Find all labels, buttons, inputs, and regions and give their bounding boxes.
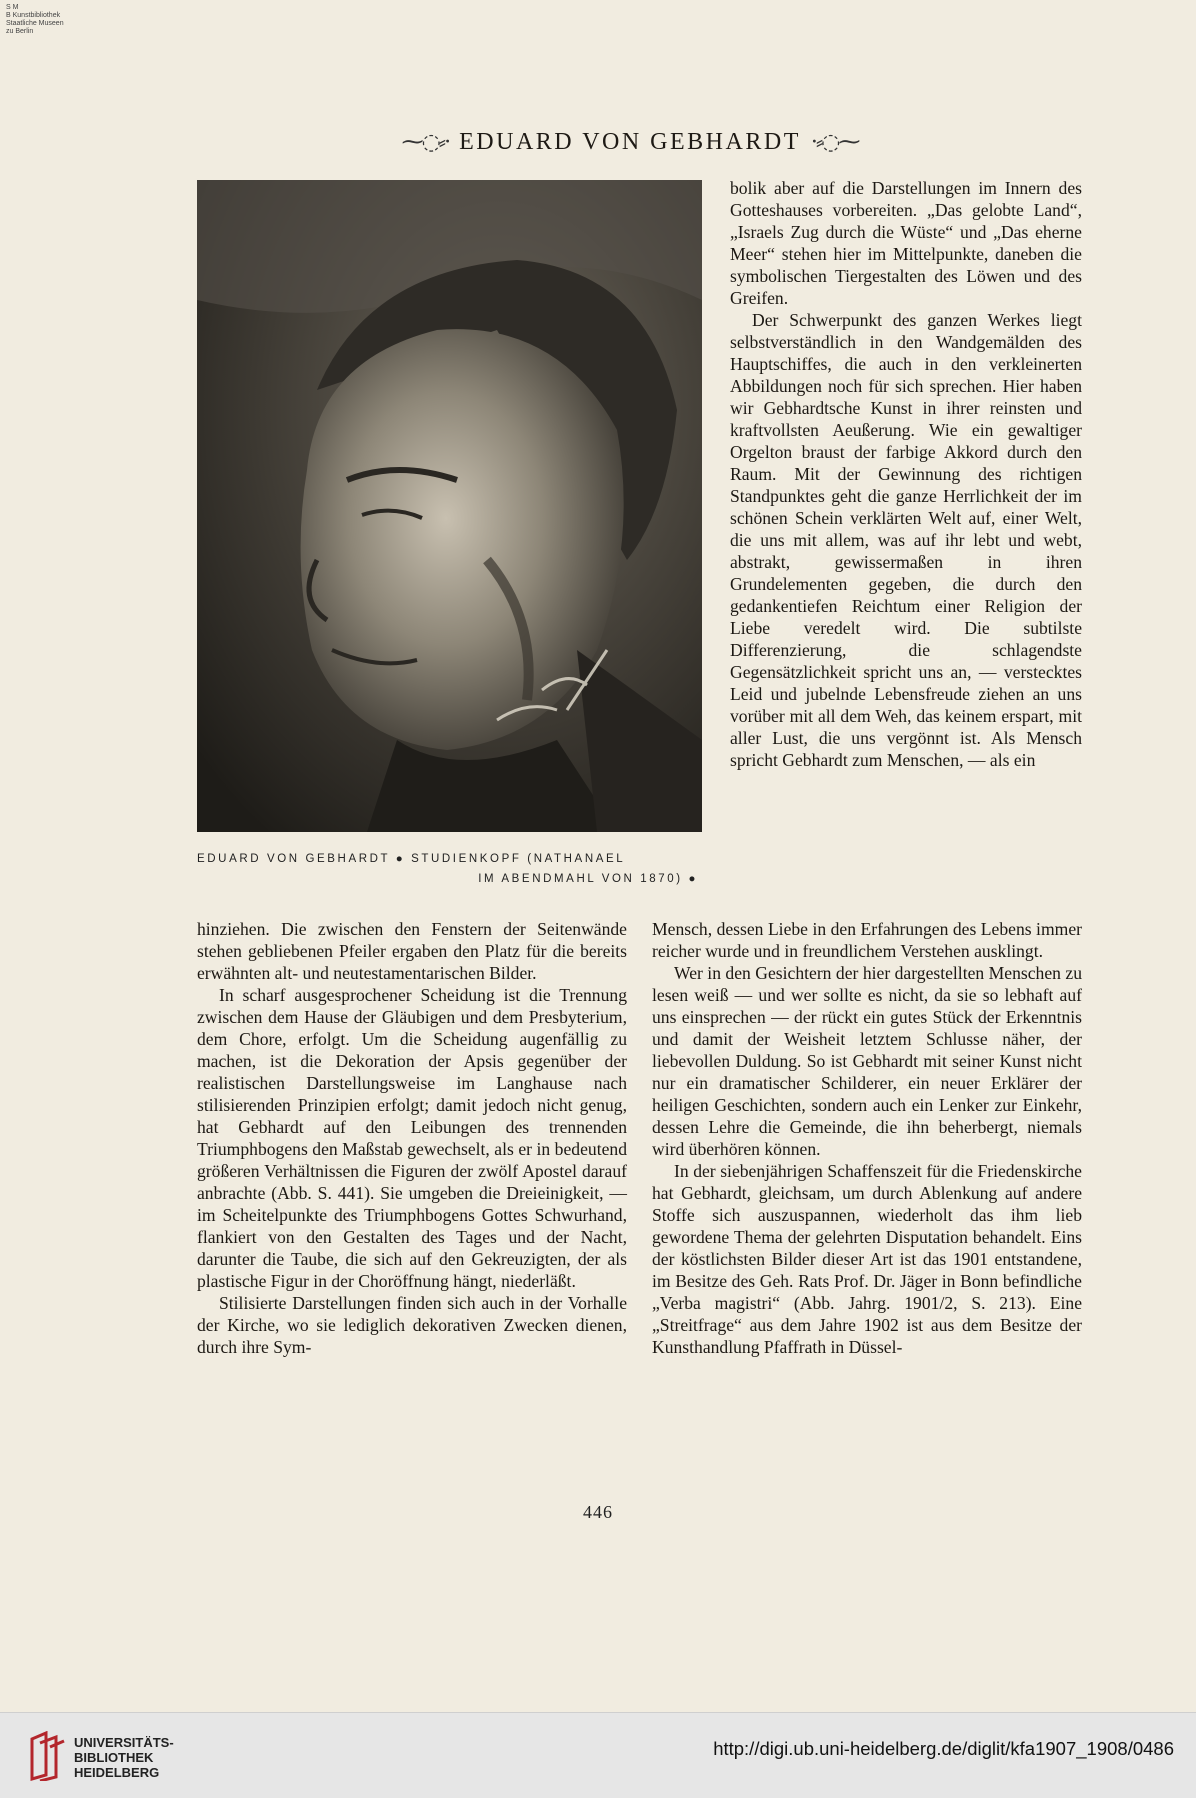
library-name-line: BIBLIOTHEK	[74, 1750, 154, 1765]
library-name[interactable]	[74, 1735, 174, 1780]
portrait-illustration	[197, 180, 702, 832]
stamp-line: S M	[6, 4, 19, 11]
paragraph: bolik aber auf die Darstellungen im Innern des Gotteshauses vorbereiten. „Das gelobte Land“, „Israels Zug durch die Wüste“ und „Das eherne Meer“ stehen hier im Mittelpunkte, daneben die symbolischen Tiergestalten des Löwen und des Greifen.	[730, 178, 1082, 308]
text-column-right-bottom	[652, 918, 1082, 1358]
paragraph: In der siebenjährigen Schaffenszeit für die Friedenskirche hat Gebhardt, gleichsam, um durch Ablenkung auf andere Stoffe sich auszuspannen, wiederholt das ihm lieb gewordene Thema der gelehrten Disputation behandelt. Eins der köstlichsten Bilder dieser Art ist das 1901 entstandene, im Besitze des Geh. Rats Prof. Dr. Jäger in Bonn befindliche „Verba magistri“ (Abb. Jahrg. 1901/2, S. 213). Eine „Streitfrage“ aus dem Jahre 1902 ist aus dem Besitze der Kunsthandlung Pfaffrath in Düssel-	[652, 1161, 1082, 1357]
text-column-right-top	[730, 177, 1082, 771]
paragraph: hinziehen. Die zwischen den Fenstern der Seitenwände stehen gebliebenen Pfeiler ergaben den Platz für die bereits erwähnten alt- und neutestamentarischen Bilder.	[197, 919, 627, 983]
paragraph: Stilisierte Darstellungen finden sich auch in der Vorhalle der Kirche, wo sie lediglich dekorativen Zwecken dienen, durch ihre Sym-	[197, 1293, 627, 1357]
library-logo-icon[interactable]	[26, 1731, 66, 1781]
page-number: 446	[583, 1502, 613, 1522]
viewer-footer	[0, 1712, 1196, 1798]
stamp-line: Staatliche Museen	[6, 20, 64, 27]
header-ornament-left: ⁓◌⸗·	[401, 130, 450, 155]
library-name-line: HEIDELBERG	[74, 1765, 160, 1780]
portrait-painting	[197, 180, 702, 832]
permalink-url[interactable]: http://digi.ub.uni-heidelberg.de/diglit/kfa1907_1908/0486	[713, 1738, 1174, 1759]
caption-line-1: EDUARD VON GEBHARDT ● STUDIENKOPF (NATHANAEL	[197, 853, 626, 865]
library-stamp	[6, 4, 86, 36]
caption-line-2: IM ABENDMAHL VON 1870) ●	[478, 873, 698, 885]
paragraph: Der Schwerpunkt des ganzen Werkes liegt selbstverständlich in den Wandgemälden des Hauptschiffes, die auch in den verkleinerten Abbildungen noch für sich sprechen. Hier haben wir Gebhardtsche Kunst in ihrer reinsten und kraftvollsten Aeußerung. Wie ein gewaltiger Orgelton braust der farbige Akkord durch den Raum. Mit der Gewinnung des richtigen Standpunktes geht die ganze Herrlichkeit der im schönen Schein verklärten Welt auf, einer Welt, die uns mit allem, was auf ihr lebt und webt, abstrakt, gewissermaßen in ihren Grundelementen gegeben, die durch den gedankentiefen Reichtum einer Religion der Liebe veredelt wird. Die subtilste Differenzierung, die schlagendste Gegensätzlichkeit spricht uns an, — verstecktes Leid und jubelnde Lebensfreude ziehen an uns vorüber mit all dem Weh, das keinem erspart, mit aller Lust, die uns vergönnt ist. Als Mensch spricht Gebhardt zum Menschen, — als ein	[730, 310, 1082, 770]
text-column-left	[197, 918, 627, 1358]
paragraph: In scharf ausgesprochener Scheidung ist die Trennung zwischen dem Hause der Gläubigen und dem Presbyterium, dem Chore, erfolgt. Um die Scheidung augenfällig zu machen, ist die Dekoration der Apsis gegenüber der realistischen Darstellungsweise im Langhause nach stilisierenden Prinzipien erfolgt; damit jedoch nicht genug, hat Gebhardt auf den Leibungen des trennenden Triumphbogens den Maßstab gewechselt, als er in bedeutend größeren Verhältnissen die Figuren der zwölf Apostel darauf anbrachte (Abb. S. 441). Sie umgeben die Dreieinigkeit, — im Scheitelpunkte des Triumphbogens Gottes Schwurhand, flankiert von den Gestalten des Tages und der Nacht, darunter die Taube, die sich auf den Gekreuzigten, der als plastische Figur in der Choröffnung hängt, niederläßt.	[197, 985, 627, 1291]
running-header	[370, 127, 890, 157]
stamp-line: zu Berlin	[6, 28, 34, 35]
paragraph: Mensch, dessen Liebe in den Erfahrungen des Lebens immer reicher wurde und in freundlichem Verstehen ausklingt.	[652, 919, 1082, 961]
library-name-line: UNIVERSITÄTS-	[74, 1735, 174, 1750]
header-title: EDUARD VON GEBHARDT	[459, 128, 801, 155]
header-ornament-right: ·⸗◌⁓	[810, 130, 859, 155]
figure-caption	[197, 849, 702, 889]
paragraph: Wer in den Gesichtern der hier dargestellten Menschen zu lesen weiß — und wer sollte es nicht, da sie so lebhaft auf uns einsprechen — der rückt ein gutes Stück der Erkenntnis und damit der Weisheit letztem Schlusse näher, der liebevollen Duldung. So ist Gebhardt mit seiner Kunst nicht nur ein dramatischer Schilderer, ein neuer Erklärer der heiligen Geschichten, sondern auch ein Lenker zur Einkehr, dessen Lehre die Gemeinde, die ihn beherbergt, niemals wird überhören können.	[652, 963, 1082, 1159]
stamp-line: B Kunstbibliothek	[6, 12, 61, 19]
